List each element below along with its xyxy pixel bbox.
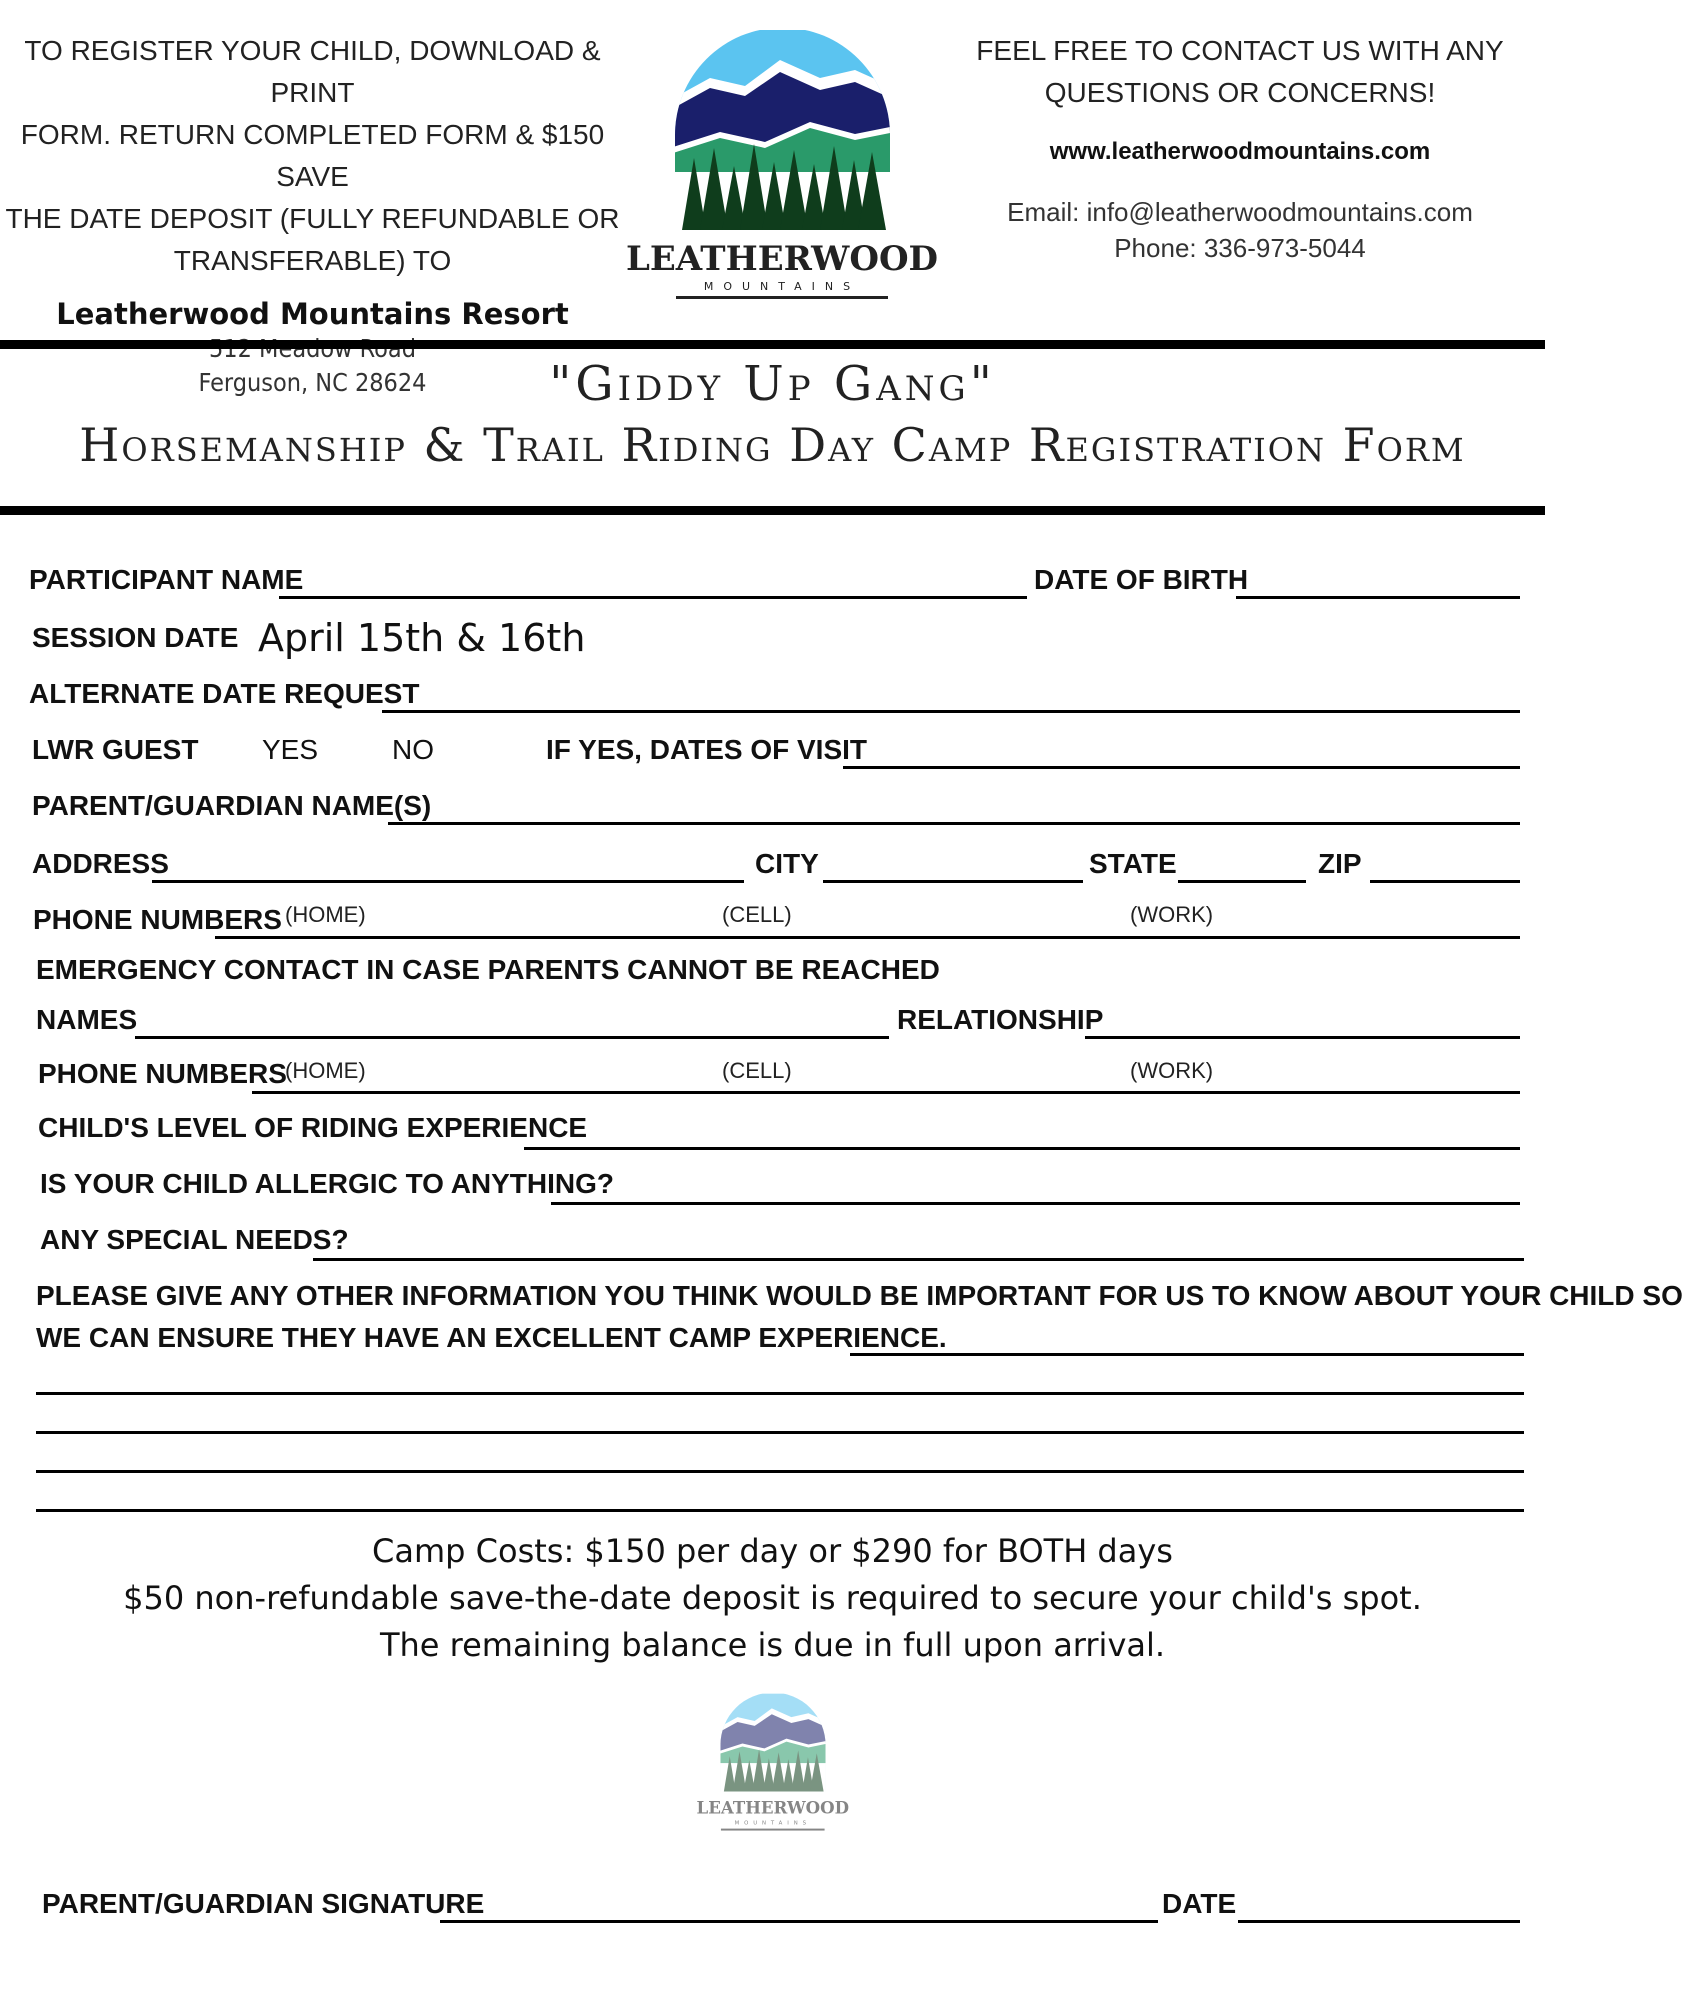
zip-label: ZIP bbox=[1318, 848, 1362, 879]
other-info-line[interactable] bbox=[36, 1431, 1524, 1434]
dates-of-visit-label: IF YES, DATES OF VISIT bbox=[546, 734, 868, 765]
phone-numbers-field[interactable] bbox=[215, 936, 1520, 939]
email-text[interactable]: Email: info@leatherwoodmountains.com bbox=[1007, 197, 1473, 227]
cell-phone-label: (CELL) bbox=[722, 902, 792, 927]
city-label: CITY bbox=[755, 848, 819, 879]
signature-field[interactable] bbox=[440, 1920, 1158, 1923]
zip-field[interactable] bbox=[1370, 880, 1520, 883]
other-info-line[interactable] bbox=[36, 1392, 1524, 1395]
other-info-line[interactable] bbox=[36, 1470, 1524, 1473]
lwr-guest-no[interactable]: NO bbox=[392, 734, 434, 765]
camp-title: "Giddy Up Gang" bbox=[549, 356, 996, 412]
date-of-birth-label: DATE OF BIRTH bbox=[1034, 564, 1249, 595]
contact-intro-line: QUESTIONS OR CONCERNS! bbox=[1044, 77, 1436, 108]
riding-experience-label: CHILD'S LEVEL OF RIDING EXPERIENCE bbox=[38, 1112, 588, 1143]
signature-date-label: DATE bbox=[1162, 1888, 1237, 1919]
leatherwood-logo bbox=[625, 30, 939, 305]
phone-numbers-label: PHONE NUMBERS bbox=[33, 904, 282, 935]
other-info-label-2: WE CAN ENSURE THEY HAVE AN EXCELLENT CAMP EXPERIENCE. bbox=[36, 1322, 947, 1353]
address-line-2: Ferguson, NC 28624 bbox=[198, 368, 427, 397]
session-date-value[interactable]: April 15th & 16th bbox=[258, 616, 586, 660]
other-info-line[interactable] bbox=[36, 1509, 1524, 1512]
emergency-home-label: (HOME) bbox=[285, 1058, 366, 1083]
alternate-date-field[interactable] bbox=[382, 710, 1520, 713]
signature-label: PARENT/GUARDIAN SIGNATURE bbox=[42, 1888, 485, 1919]
instruction-line: TO REGISTER YOUR CHILD, DOWNLOAD & PRINT bbox=[24, 35, 601, 108]
emergency-names-label: NAMES bbox=[36, 1004, 138, 1035]
alternate-date-label: ALTERNATE DATE REQUEST bbox=[29, 678, 420, 709]
resort-name: Leatherwood Mountains Resort bbox=[56, 297, 569, 331]
camp-costs bbox=[0, 1528, 1545, 1669]
riding-experience-field[interactable] bbox=[524, 1147, 1520, 1150]
title-divider bbox=[0, 506, 1545, 515]
relationship-field[interactable] bbox=[1085, 1036, 1520, 1039]
other-info-field[interactable] bbox=[850, 1353, 1524, 1356]
address-label: ADDRESS bbox=[32, 848, 169, 879]
relationship-label: RELATIONSHIP bbox=[897, 1004, 1104, 1035]
emergency-contact-heading: EMERGENCY CONTACT IN CASE PARENTS CANNOT BE REACHED bbox=[36, 954, 940, 985]
contact-info bbox=[960, 30, 1520, 266]
instruction-line: TRANSFERABLE) TO bbox=[173, 245, 452, 276]
costs-line-1: Camp Costs: $150 per day or $290 for BOTH days bbox=[372, 1532, 1173, 1570]
home-phone-label: (HOME) bbox=[285, 902, 366, 927]
other-info-label-1: PLEASE GIVE ANY OTHER INFORMATION YOU THINK WOULD BE IMPORTANT FOR US TO KNOW ABOUT YOUR CHILD SO bbox=[36, 1280, 1683, 1311]
session-date-label: SESSION DATE bbox=[32, 622, 239, 653]
website-link[interactable]: www.leatherwoodmountains.com bbox=[1049, 138, 1431, 165]
phone-text: Phone: 336-973-5044 bbox=[1114, 233, 1366, 263]
work-phone-label: (WORK) bbox=[1130, 902, 1214, 927]
leatherwood-logo-small bbox=[696, 1692, 849, 1842]
participant-name-label: PARTICIPANT NAME bbox=[29, 564, 304, 595]
parent-names-field[interactable] bbox=[388, 822, 1520, 825]
emergency-phone-field[interactable] bbox=[252, 1091, 1520, 1094]
parent-names-label: PARENT/GUARDIAN NAME(S) bbox=[32, 790, 432, 821]
allergies-field[interactable] bbox=[551, 1202, 1520, 1205]
costs-line-2: $50 non-refundable save-the-date deposit is required to secure your child's spot. bbox=[123, 1579, 1422, 1617]
special-needs-label: ANY SPECIAL NEEDS? bbox=[40, 1224, 349, 1255]
state-field[interactable] bbox=[1178, 880, 1306, 883]
small-logo-text: LEATHERWOOD bbox=[696, 1797, 849, 1818]
special-needs-field[interactable] bbox=[313, 1258, 1524, 1261]
participant-name-field[interactable] bbox=[279, 596, 1027, 599]
small-logo-subtext: MOUNTAINS bbox=[734, 1820, 811, 1827]
state-label: STATE bbox=[1089, 848, 1177, 879]
costs-line-3: The remaining balance is due in full upon arrival. bbox=[379, 1626, 1166, 1664]
date-of-birth-field[interactable] bbox=[1236, 596, 1520, 599]
address-field[interactable] bbox=[152, 880, 744, 883]
contact-intro-line: FEEL FREE TO CONTACT US WITH ANY bbox=[976, 35, 1504, 66]
logo-subtext: MOUNTAINS bbox=[703, 280, 861, 293]
lwr-guest-label: LWR GUEST bbox=[32, 734, 199, 765]
emergency-cell-label: (CELL) bbox=[722, 1058, 792, 1083]
signature-date-field[interactable] bbox=[1238, 1920, 1520, 1923]
instruction-line: FORM. RETURN COMPLETED FORM & $150 SAVE bbox=[20, 119, 605, 192]
instruction-line: THE DATE DEPOSIT (FULLY REFUNDABLE OR bbox=[5, 203, 620, 234]
emergency-phone-label: PHONE NUMBERS bbox=[38, 1058, 287, 1089]
allergies-label: IS YOUR CHILD ALLERGIC TO ANYTHING? bbox=[40, 1168, 615, 1199]
emergency-names-field[interactable] bbox=[135, 1036, 889, 1039]
logo-text: LEATHERWOOD bbox=[625, 239, 939, 279]
dates-of-visit-field[interactable] bbox=[843, 766, 1520, 769]
lwr-guest-yes[interactable]: YES bbox=[262, 734, 319, 765]
city-field[interactable] bbox=[823, 880, 1083, 883]
form-title: Horsemanship & Trail Riding Day Camp Registration Form bbox=[79, 418, 1466, 472]
emergency-work-label: (WORK) bbox=[1130, 1058, 1214, 1083]
top-divider bbox=[0, 340, 1545, 349]
